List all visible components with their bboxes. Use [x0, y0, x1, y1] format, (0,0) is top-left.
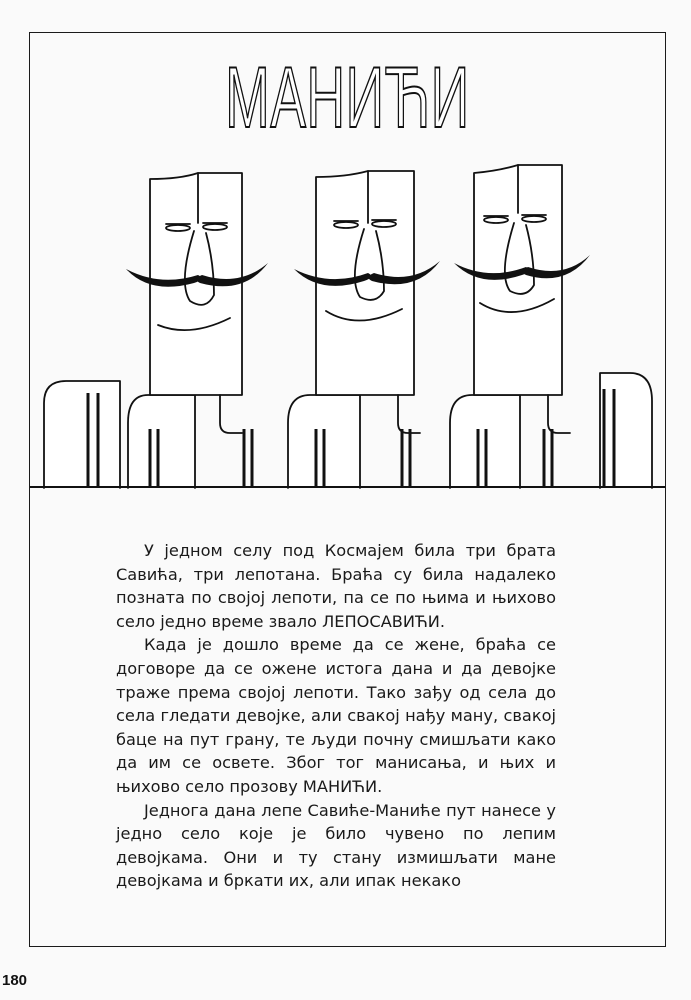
- paragraph-2: Када је дошло време да се жене, браћа се договоре да се ожене истога дана и да девојке траже према својој лепоти. Тако зађу од села до села гледати девојке, али свакој нађу ману, свакој баце на пут грану, те људи почну смишљати како да им се освете. Због тог манисања, и њих и њихово село прозову МАНИЋИ.: [116, 635, 556, 796]
- paragraph-3: Једнога дана лепе Савиће-Маниће пут нанесе у једно село које је било чувено по лепим девојкама. Они и ту стану измишљати мане девојкама и бркати их, али ипак некако: [116, 800, 556, 891]
- story-text: [116, 539, 556, 893]
- right-shoulder: [600, 373, 652, 488]
- page-frame: [29, 32, 666, 947]
- paragraph-1: У једном селу под Космајем била три брата Савића, три лепотана. Браћа су била надалеко позната по својој лепоти, па се по њима и њихово село једно време звало ЛЕПОСАВИЋИ.: [116, 541, 556, 631]
- page-number: 180: [2, 972, 28, 989]
- three-brothers-illustration: [30, 33, 667, 493]
- left-shoulder: [44, 381, 120, 488]
- brother-2: [288, 171, 420, 488]
- brother-1: [128, 173, 242, 488]
- page-title: МАНИЋИ: [225, 50, 470, 146]
- section-divider: [30, 486, 665, 488]
